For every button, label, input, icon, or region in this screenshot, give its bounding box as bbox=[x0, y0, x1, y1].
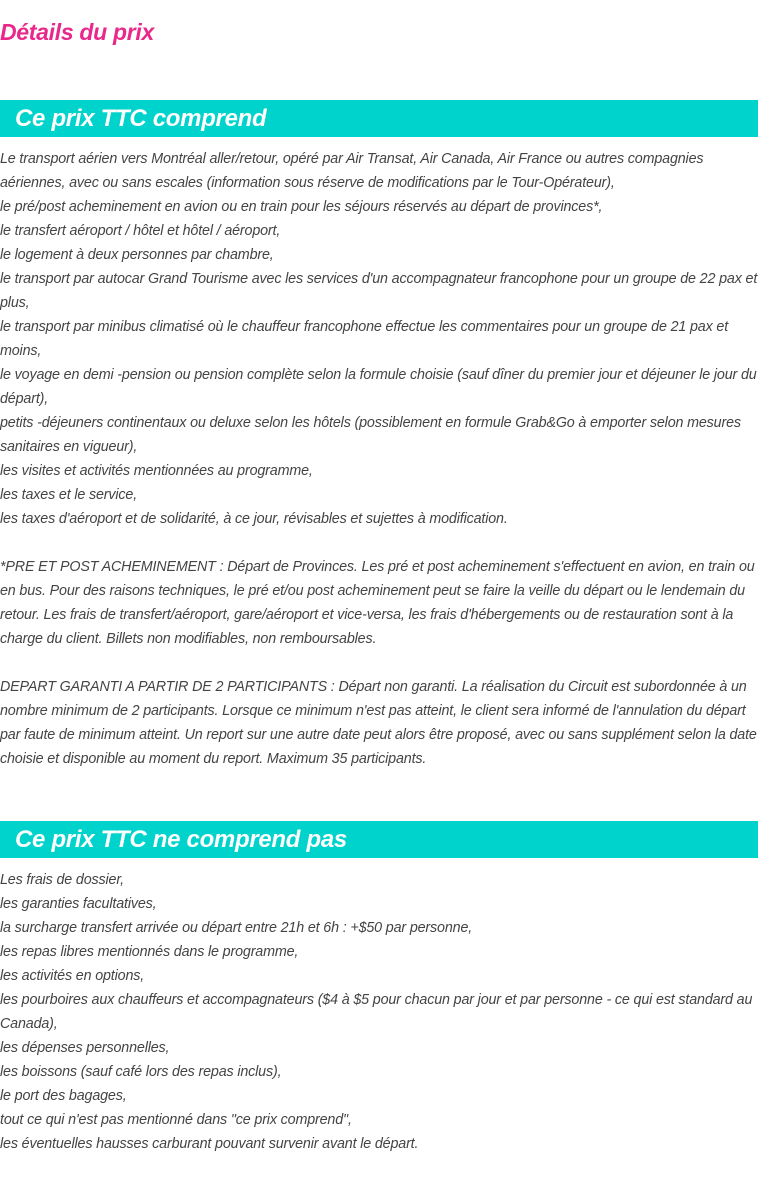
excluded-item: Les frais de dossier, bbox=[0, 872, 125, 888]
excluded-item: les garanties facultatives, bbox=[0, 896, 157, 912]
excluded-item: le port des bagages, bbox=[0, 1088, 127, 1104]
excluded-item: les éventuelles hausses carburant pouvant survenir avant le départ. bbox=[0, 1136, 419, 1152]
included-item: le transport par minibus climatisé où le chauffeur francophone effectue les commentaires pour un groupe de 21 pax et moins, bbox=[0, 319, 729, 359]
included-item: petits -déjeuners continentaux ou deluxe selon les hôtels (possiblement en formule Grab&Go à emporter selon mesures sanitaires en vigueur), bbox=[0, 415, 741, 455]
included-item: les visites et activités mentionnées au programme, bbox=[0, 463, 313, 479]
included-item: le logement à deux personnes par chambre, bbox=[0, 247, 274, 263]
pre-post-acheminement-note: *PRE ET POST ACHEMINEMENT : Départ de Provinces. Les pré et post acheminement s'effectuent en avion, en train ou en bus. Pour des raisons techniques, le pré et/ou post acheminement peut se faire la veille du départ ou le lendemain du retour. Les frais de transfert/aéroport, gare/aéroport et vice-versa, les frais d'hébergements ou de restauration sont à la charge du client. Billets non modifiables, non remboursables. bbox=[0, 559, 755, 647]
depart-garanti-note: DEPART GARANTI A PARTIR DE 2 PARTICIPANTS : Départ non garanti. La réalisation du Circuit est subordonnée à un nombre minimum de 2 participants. Lorsque ce minimum n'est pas atteint, le client sera informé de l'annulation du départ par faute de minimum atteint. Un report sur une autre date peut alors être proposé, avec ou sans supplément selon la date choisie et disponible au moment du report. Maximum 35 participants. bbox=[0, 679, 757, 767]
included-item: les taxes et le service, bbox=[0, 487, 138, 503]
excluded-item: tout ce qui n'est pas mentionné dans "ce prix comprend", bbox=[0, 1112, 352, 1128]
excluded-item: les boissons (sauf café lors des repas inclus), bbox=[0, 1064, 282, 1080]
excluded-section-header: Ce prix TTC ne comprend pas bbox=[0, 821, 758, 858]
excluded-item: les repas libres mentionnés dans le programme, bbox=[0, 944, 299, 960]
included-section-header: Ce prix TTC comprend bbox=[0, 100, 758, 137]
excluded-item: la surcharge transfert arrivée ou départ entre 21h et 6h : +$50 par personne, bbox=[0, 920, 473, 936]
page-title: Détails du prix bbox=[0, 19, 154, 45]
included-item: le transport par autocar Grand Tourisme avec les services d'un accompagnateur francophone pour un groupe de 22 pax et plus, bbox=[0, 271, 758, 311]
excluded-list bbox=[0, 868, 758, 1156]
included-item: le transfert aéroport / hôtel et hôtel / aéroport, bbox=[0, 223, 281, 239]
excluded-item: les activités en options, bbox=[0, 968, 145, 984]
excluded-item: les pourboires aux chauffeurs et accompagnateurs ($4 à $5 pour chacun par jour et par personne - ce qui est standard au Canada), bbox=[0, 992, 753, 1032]
included-item: le voyage en demi -pension ou pension complète selon la formule choisie (sauf dîner du premier jour et déjeuner le jour du départ), bbox=[0, 367, 757, 407]
included-item: le pré/post acheminement en avion ou en train pour les séjours réservés au départ de provinces*, bbox=[0, 199, 603, 215]
excluded-item: les dépenses personnelles, bbox=[0, 1040, 170, 1056]
included-item: les taxes d'aéroport et de solidarité, à ce jour, révisables et sujettes à modification. bbox=[0, 511, 508, 527]
included-item: Le transport aérien vers Montréal aller/retour, opéré par Air Transat, Air Canada, Air France ou autres compagnies aériennes, avec ou sans escales (information sous réserve de modifications par le Tour-Opérateur), bbox=[0, 151, 704, 191]
included-list bbox=[0, 147, 758, 531]
